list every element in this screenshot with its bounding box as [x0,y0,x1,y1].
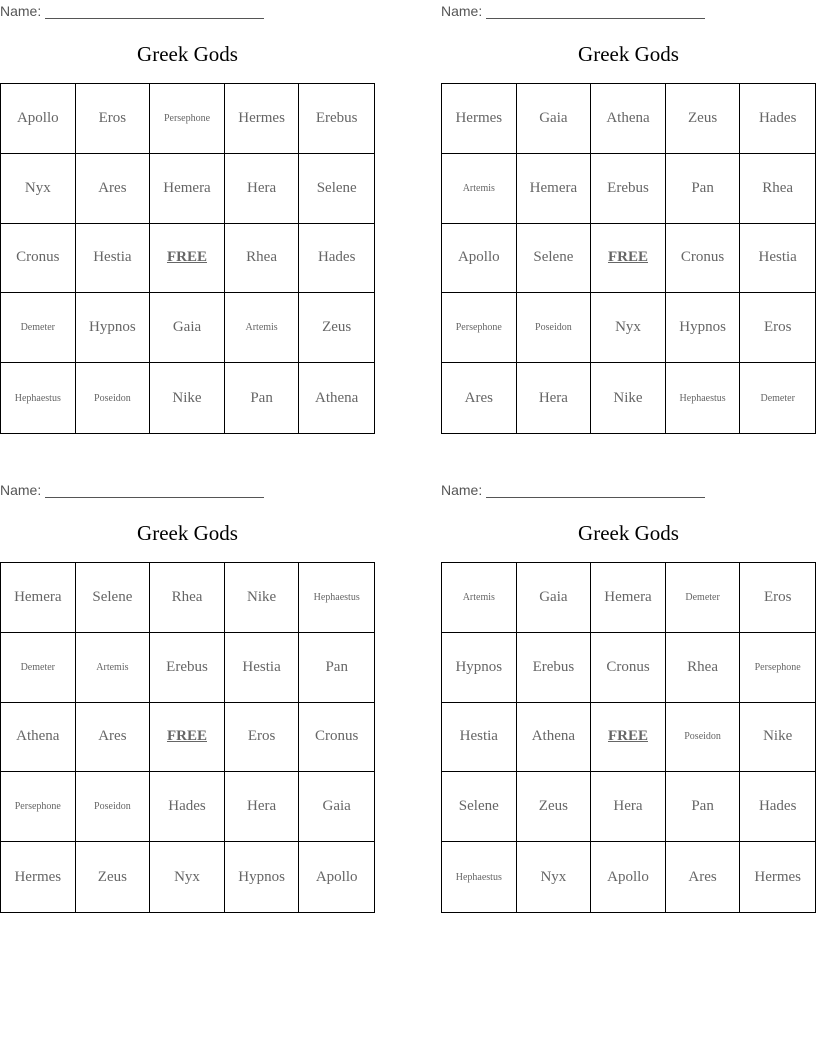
bingo-cell: Erebus [150,633,225,703]
bingo-cell: Hermes [754,868,802,885]
bingo-cell: Pan [225,363,300,433]
bingo-cell: Hera [225,772,300,842]
bingo-cell: Demeter [666,563,741,633]
bingo-cell: Rhea [740,154,815,224]
bingo-cell: Artemis [442,154,517,224]
bingo-cell: Eros [740,563,815,633]
bingo-cell: Pan [666,772,741,842]
card-title: Greek Gods [578,42,679,66]
bingo-cell: Poseidon [666,703,741,773]
card-title: Greek Gods [137,42,238,66]
card-title: Greek Gods [137,521,238,545]
bingo-cell: Artemis [76,633,151,703]
bingo-cell: Demeter [1,633,76,703]
bingo-cell: Hypnos [225,842,300,912]
bingo-cell: Hephaestus [299,563,374,633]
bingo-cell: Hypnos [76,293,151,363]
bingo-cell: Hera [591,772,666,842]
bingo-cell: Ares [442,363,517,433]
bingo-cell: Nike [740,703,815,773]
bingo-cell: Apollo [442,224,517,294]
name-underline [486,497,705,498]
free-space: FREE [591,703,666,773]
bingo-cell: Zeus [299,293,374,363]
bingo-cell: Persephone [442,293,517,363]
bingo-cell: Apollo [591,842,666,912]
bingo-cell: Ares [666,842,741,912]
bingo-grid [441,562,816,913]
bingo-cell: Pan [299,633,374,703]
name-label: Name: [441,3,483,19]
bingo-grid [441,83,816,434]
bingo-cell: Rhea [150,563,225,633]
bingo-grid [0,562,375,913]
bingo-cell: Zeus [517,772,592,842]
free-space: FREE [150,224,225,294]
bingo-cell: Athena [1,703,76,773]
bingo-cell: Cronus [591,633,666,703]
bingo-cell: Hemera [517,154,592,224]
bingo-cell: Hestia [225,633,300,703]
bingo-cell: Nyx [150,842,225,912]
bingo-cell: Nike [225,563,300,633]
bingo-cell: Poseidon [76,772,151,842]
bingo-cell: Persephone [150,84,225,154]
bingo-cell: Athena [591,84,666,154]
bingo-cell: Gaia [517,563,592,633]
bingo-cell: Hermes [442,84,517,154]
bingo-cell: Hermes [1,842,76,912]
card-title: Greek Gods [578,521,679,545]
bingo-cell: Athena [517,703,592,773]
bingo-cell: Demeter [760,392,795,404]
bingo-cell: Eros [76,84,151,154]
name-label: Name: [441,482,483,498]
bingo-cell: Hera [517,363,592,433]
bingo-cell: Selene [442,772,517,842]
bingo-cell: Nyx [1,154,76,224]
name-label: Name: [0,482,42,498]
bingo-cell: Poseidon [76,363,151,433]
bingo-cell: Persephone [740,633,815,703]
bingo-cell: Hermes [225,84,300,154]
bingo-cell: Nike [591,363,666,433]
bingo-cell: Hades [740,772,815,842]
free-space: FREE [591,224,666,294]
bingo-cell: Pan [666,154,741,224]
bingo-cell: Selene [517,224,592,294]
bingo-cell: Zeus [76,842,151,912]
name-field [0,481,264,499]
name-underline [45,497,264,498]
bingo-cell: Erebus [517,633,592,703]
bingo-cell: Zeus [666,84,741,154]
bingo-cell: Nyx [591,293,666,363]
bingo-cell: Rhea [225,224,300,294]
bingo-cell: Erebus [299,84,374,154]
bingo-cell: Cronus [299,703,374,773]
bingo-cell: Hephaestus [1,363,76,433]
name-field [0,2,264,20]
bingo-cell: Hades [740,84,815,154]
bingo-cell: Poseidon [517,293,592,363]
bingo-cell: Selene [299,154,374,224]
bingo-cell: Hestia [76,224,151,294]
bingo-cell: Cronus [1,224,76,294]
bingo-cell: Hestia [740,224,815,294]
bingo-cell: Nike [150,363,225,433]
bingo-cell: Rhea [666,633,741,703]
bingo-cell: Gaia [150,293,225,363]
bingo-cell: Selene [76,563,151,633]
bingo-cell: Hypnos [442,633,517,703]
bingo-cell: Hestia [442,703,517,773]
name-field [441,481,705,499]
bingo-grid [0,83,375,434]
name-label: Name: [0,3,42,19]
bingo-cell: Hera [225,154,300,224]
bingo-cell: Apollo [1,84,76,154]
bingo-cell: Eros [740,293,815,363]
bingo-cell: Cronus [666,224,741,294]
bingo-cell: Athena [315,389,359,406]
bingo-cell: Hypnos [666,293,741,363]
free-space: FREE [150,703,225,773]
bingo-cell: Persephone [1,772,76,842]
bingo-cell: Gaia [517,84,592,154]
bingo-cell: Hemera [150,154,225,224]
bingo-cell: Hemera [1,563,76,633]
bingo-cell: Gaia [299,772,374,842]
bingo-cell: Artemis [225,293,300,363]
bingo-cell: Ares [76,154,151,224]
name-underline [45,18,264,19]
bingo-cell: Erebus [591,154,666,224]
bingo-cell: Artemis [442,563,517,633]
bingo-cell: Ares [76,703,151,773]
name-field [441,2,705,20]
name-underline [486,18,705,19]
bingo-cell: Hephaestus [666,363,741,433]
bingo-cell: Eros [225,703,300,773]
bingo-cell: Demeter [1,293,76,363]
bingo-cell: Nyx [517,842,592,912]
bingo-cell: Hades [150,772,225,842]
bingo-cell: Hephaestus [442,842,517,912]
bingo-cell: Hemera [591,563,666,633]
bingo-cell: Apollo [315,868,358,885]
bingo-cell: Hades [299,224,374,294]
